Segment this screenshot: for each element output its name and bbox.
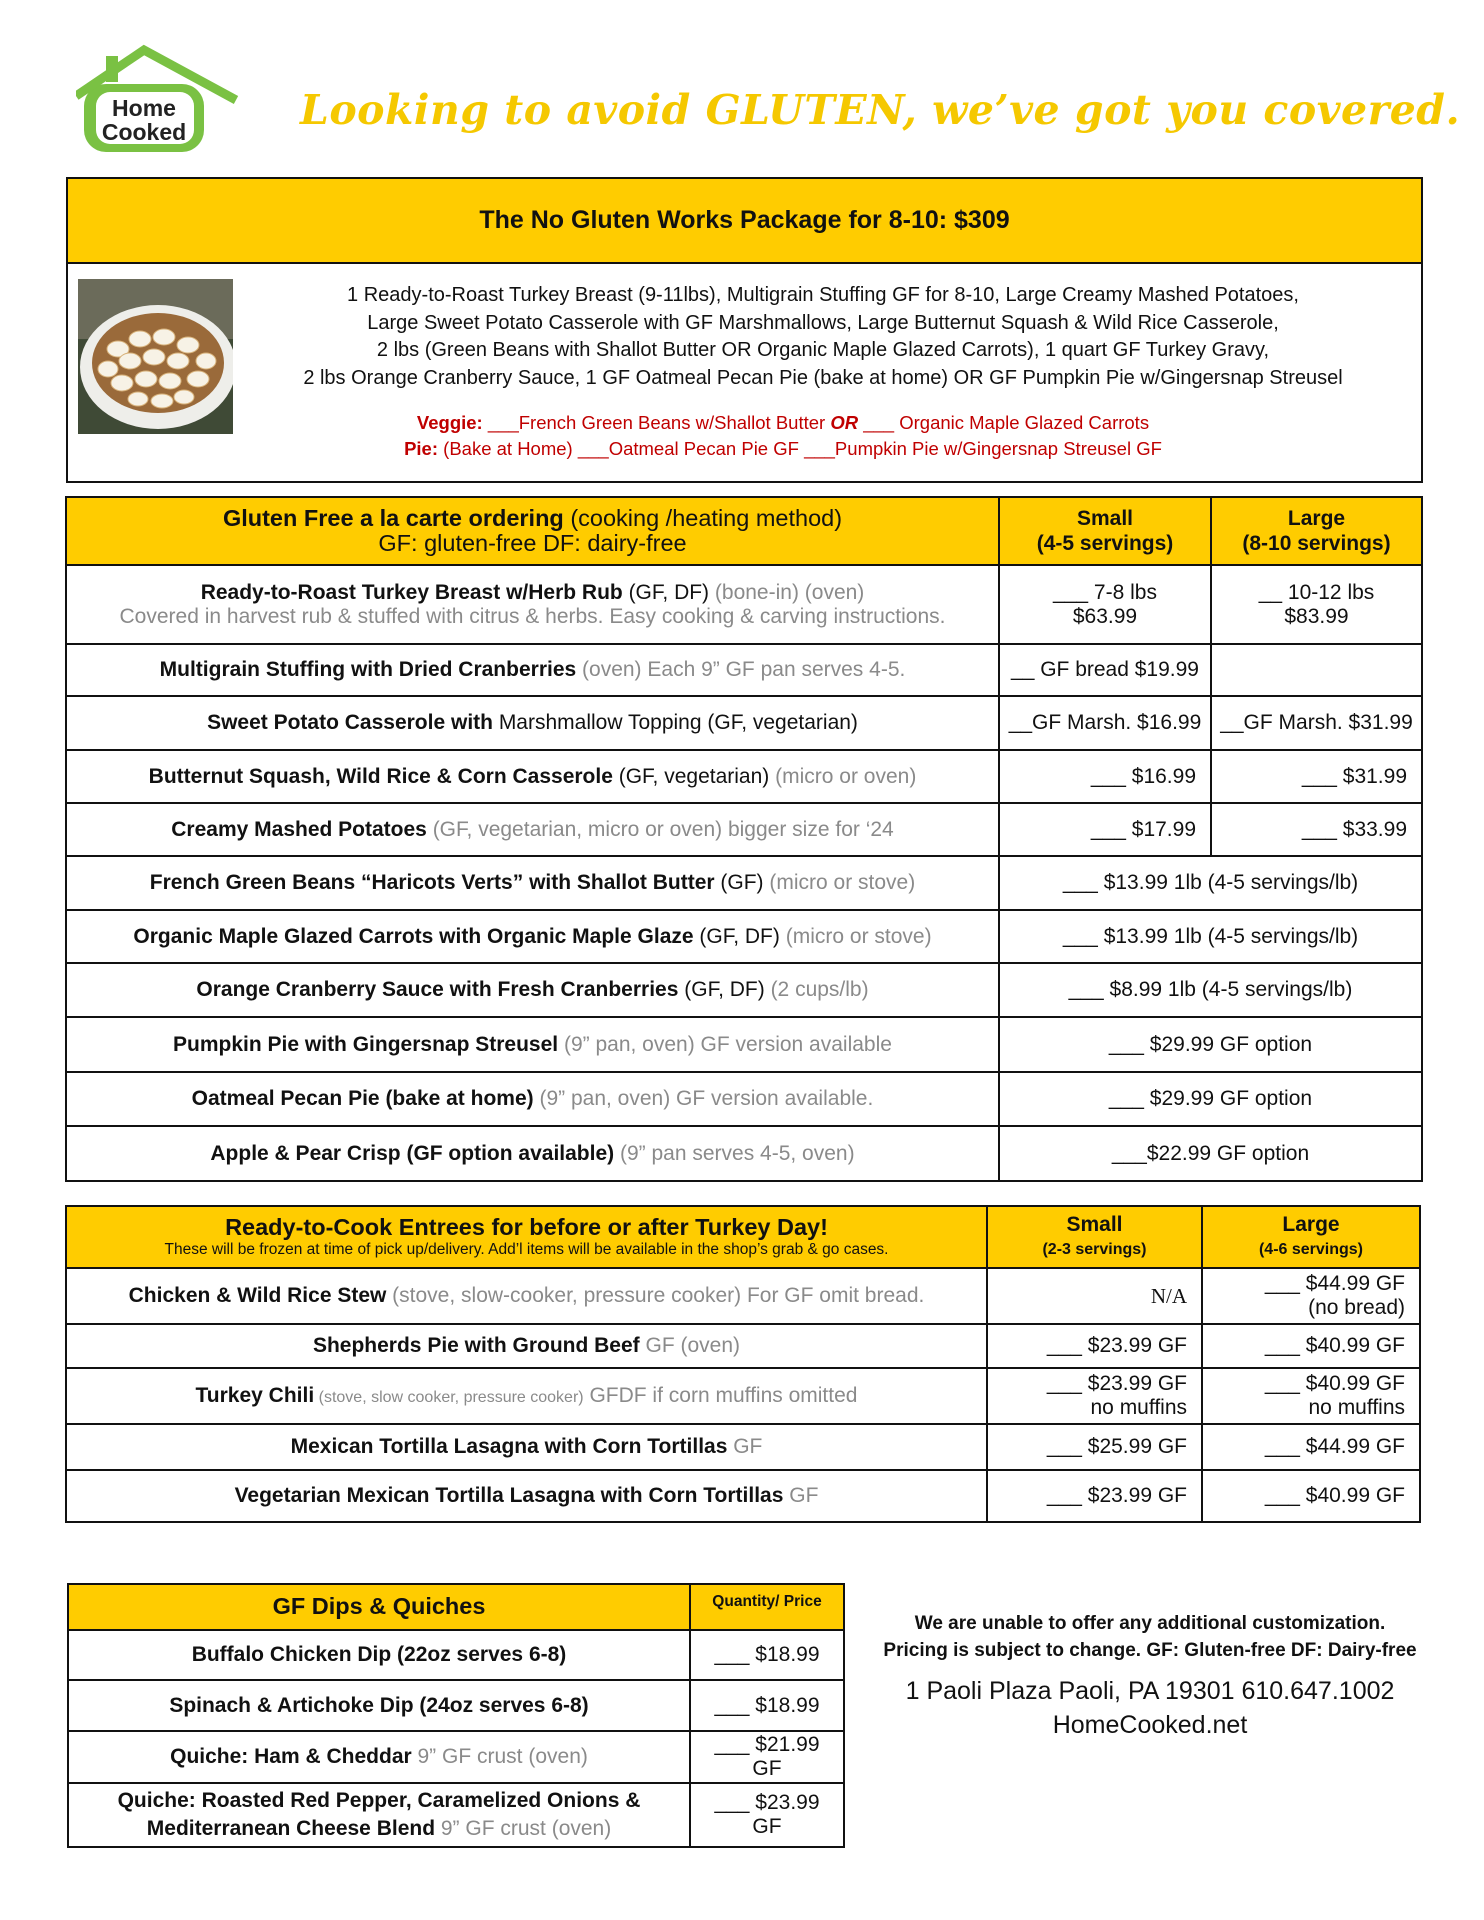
item-method: (micro or stove) bbox=[763, 871, 916, 894]
package-description bbox=[228, 282, 1418, 392]
item-method: (GF, vegetarian, micro or oven) bigger size for ‘24 bbox=[426, 817, 894, 841]
package-options bbox=[228, 410, 1338, 462]
item-method: (9” pan serves 4-5, oven) bbox=[614, 1141, 855, 1165]
price-value: $63.99 bbox=[1072, 604, 1138, 628]
item-mashed bbox=[66, 803, 999, 856]
item-tags: Marshmallow Topping (GF, vegetarian) bbox=[492, 711, 858, 734]
large-header-label: Large bbox=[1282, 1213, 1340, 1236]
price-large[interactable]: ___ $40.99 GF bbox=[1202, 1324, 1420, 1368]
item-method: (9” pan, oven) GF version available bbox=[558, 1032, 892, 1056]
price-small[interactable]: ___ $23.99 GF bbox=[987, 1324, 1202, 1368]
table-row bbox=[66, 856, 1422, 910]
small-header bbox=[999, 497, 1211, 565]
small-header-label: Small bbox=[1076, 507, 1134, 530]
item-name: French Green Beans “Haricots Verts” with Shallot Butter bbox=[149, 871, 715, 894]
dips-title-cell bbox=[68, 1584, 690, 1630]
table-row bbox=[66, 644, 1422, 696]
price-small[interactable]: __ GF bread $19.99 bbox=[999, 644, 1211, 696]
item-name: Quiche: Ham & Cheddar bbox=[170, 1745, 412, 1768]
price-combined[interactable]: ___$22.99 GF option bbox=[999, 1126, 1422, 1181]
small-header-servings: (4-5 servings) bbox=[1036, 532, 1174, 555]
price-combined[interactable]: ___ $8.99 1lb (4-5 servings/lb) bbox=[999, 963, 1422, 1017]
price-qty[interactable]: ___ $18.99 bbox=[690, 1680, 844, 1731]
table-row bbox=[66, 1324, 1420, 1368]
pie-options[interactable]: (Bake at Home) ___Oatmeal Pecan Pie GF ___Pumpkin Pie w/Gingersnap Streusel GF bbox=[443, 438, 1162, 459]
small-header-servings: (2-3 servings) bbox=[1042, 1241, 1147, 1258]
tagline: Looking to avoid GLUTEN, we’ve got you covered. bbox=[300, 86, 1461, 134]
table-row bbox=[66, 910, 1422, 963]
footer-website[interactable]: HomeCooked.net bbox=[1052, 1711, 1248, 1739]
item-squash bbox=[66, 750, 999, 803]
price-large[interactable]: ___ $40.99 GF bbox=[1202, 1470, 1420, 1522]
pie-option-line bbox=[228, 436, 1338, 462]
item-tags: (GF, DF) bbox=[678, 978, 765, 1001]
footer-note-1: We are unable to offer any additional customization. bbox=[914, 1613, 1386, 1634]
item-carrots bbox=[66, 910, 999, 963]
item-method: (micro or stove) bbox=[779, 924, 932, 948]
small-header-label: Small bbox=[1066, 1213, 1123, 1236]
veggie-or: OR bbox=[830, 412, 859, 433]
item-cranberry bbox=[66, 963, 999, 1017]
table-row bbox=[66, 750, 1422, 803]
item-name: Chicken & Wild Rice Stew bbox=[128, 1284, 387, 1307]
item-quiche-ham bbox=[68, 1731, 690, 1783]
price-small[interactable]: ___ $17.99 bbox=[999, 803, 1211, 856]
item-method: (oven) Each 9” GF pan serves 4-5. bbox=[576, 658, 906, 681]
item-name: Creamy Mashed Potatoes bbox=[171, 817, 427, 841]
item-tags: GF bbox=[727, 1435, 763, 1458]
price-large[interactable]: __GF Marsh. $31.99 bbox=[1211, 696, 1422, 750]
package-title: The No Gluten Works Package for 8-10: $309 bbox=[68, 179, 1421, 264]
price-small[interactable]: ___ $23.99 GF bbox=[987, 1470, 1202, 1522]
table-row bbox=[66, 1424, 1420, 1470]
item-method: (2 cups/lb) bbox=[764, 978, 869, 1001]
dips-title: GF Dips & Quiches bbox=[272, 1593, 486, 1619]
item-mexican-lasagna bbox=[66, 1424, 987, 1470]
item-name: Turkey Chili bbox=[195, 1384, 315, 1407]
footer-note-2: Pricing is subject to change. GF: Gluten-free DF: Dairy-free bbox=[883, 1640, 1417, 1661]
price-value: ___ $23.99 GF bbox=[1046, 1372, 1187, 1395]
item-name: Pumpkin Pie with Gingersnap Streusel bbox=[173, 1032, 559, 1056]
entrees-title: Ready-to-Cook Entrees for before or after Turkey Day! bbox=[225, 1213, 828, 1240]
veggie-option-green-beans[interactable]: ___French Green Beans w/Shallot Butter bbox=[487, 412, 826, 433]
item-sweet-potato bbox=[66, 696, 999, 750]
footer bbox=[860, 1610, 1440, 1742]
item-quiche-pepper bbox=[68, 1783, 690, 1847]
price-large[interactable]: ___ $33.99 bbox=[1211, 803, 1422, 856]
item-tags: (GF, DF) bbox=[693, 924, 780, 948]
table-row bbox=[66, 1368, 1420, 1424]
item-name: Quiche: Roasted Red Pepper, Caramelized Onions & bbox=[117, 1789, 641, 1812]
house-logo-icon bbox=[76, 44, 241, 156]
alacarte-table bbox=[65, 496, 1423, 1182]
item-tags: (GF) bbox=[714, 871, 764, 894]
large-header bbox=[1202, 1206, 1420, 1268]
item-name: Organic Maple Glazed Carrots with Organic Maple Glaze bbox=[133, 924, 694, 948]
item-name: Buffalo Chicken Dip (22oz serves 6-8) bbox=[191, 1643, 567, 1666]
logo-line1: Home bbox=[112, 95, 176, 121]
package-desc-line: 1 Ready-to-Roast Turkey Breast (9-11lbs), Multigrain Stuffing GF for 8-10, Large Creamy Mashed Potatoes, bbox=[347, 284, 1299, 306]
price-small: N/A bbox=[987, 1268, 1202, 1324]
item-turkey-chili bbox=[66, 1368, 987, 1424]
item-name-cont: Mediterranean Cheese Blend bbox=[146, 1817, 436, 1840]
entrees-table bbox=[65, 1205, 1421, 1523]
item-method: 9” GF crust (oven) bbox=[411, 1745, 588, 1768]
veggie-label: Veggie: bbox=[416, 412, 483, 433]
package-desc-line: 2 lbs Orange Cranberry Sauce, 1 GF Oatmeal Pecan Pie (bake at home) OR GF Pumpkin Pie w/Gingersnap Streusel bbox=[303, 366, 1343, 389]
item-name: Ready-to-Roast Turkey Breast w/Herb Rub bbox=[200, 580, 623, 604]
item-method: (bone-in) (oven) bbox=[709, 580, 865, 604]
price-small[interactable]: ___ $16.99 bbox=[999, 750, 1211, 803]
item-name: Oatmeal Pecan Pie (bake at home) bbox=[191, 1087, 534, 1110]
price-combined[interactable]: ___ $29.99 GF option bbox=[999, 1072, 1422, 1126]
table-row bbox=[66, 1470, 1420, 1522]
item-chicken-stew bbox=[66, 1268, 987, 1324]
price-combined[interactable]: ___ $29.99 GF option bbox=[999, 1017, 1422, 1072]
item-method: 9” GF crust (oven) bbox=[435, 1817, 612, 1840]
item-note: GFDF if corn muffins omitted bbox=[583, 1384, 858, 1407]
price-size: ___ 7-8 lbs bbox=[1053, 580, 1157, 604]
item-turkey bbox=[66, 565, 999, 644]
alacarte-subtitle: GF: gluten-free DF: dairy-free bbox=[378, 530, 687, 556]
package-desc-line: Large Sweet Potato Casserole with GF Marshmallows, Large Butternut Squash & Wild Rice Casserole, bbox=[367, 311, 1279, 334]
price-small[interactable] bbox=[987, 1368, 1202, 1424]
item-veg-lasagna bbox=[66, 1470, 987, 1522]
item-method: GF (oven) bbox=[639, 1334, 741, 1357]
item-crisp bbox=[66, 1126, 999, 1181]
item-description: Covered in harvest rub & stuffed with citrus & herbs. Easy cooking & carving instructions. bbox=[119, 604, 946, 628]
table-header-row bbox=[66, 1206, 1420, 1268]
alacarte-title-cell bbox=[66, 497, 999, 565]
table-row bbox=[66, 1268, 1420, 1324]
item-pecan-pie bbox=[66, 1072, 999, 1126]
item-name: Butternut Squash, Wild Rice & Corn Casserole bbox=[148, 764, 613, 788]
entrees-subtitle: These will be frozen at time of pick up/delivery. Add’l items will be available in the shop’s grab & go cases. bbox=[164, 1240, 889, 1258]
table-row bbox=[66, 696, 1422, 750]
price-value: ___ $40.99 GF bbox=[1264, 1372, 1405, 1395]
item-pumpkin-pie bbox=[66, 1017, 999, 1072]
price-qty[interactable]: ___ $21.99 GF bbox=[690, 1731, 844, 1783]
item-name: Spinach & Artichoke Dip (24oz serves 6-8) bbox=[169, 1693, 589, 1717]
large-header-label: Large bbox=[1287, 507, 1346, 530]
entrees-title-cell bbox=[66, 1206, 987, 1268]
alacarte-title: Gluten Free a la carte ordering bbox=[222, 505, 564, 531]
table-header-row bbox=[66, 497, 1422, 565]
large-header-servings: (4-6 servings) bbox=[1258, 1241, 1364, 1258]
item-name: Mexican Tortilla Lasagna with Corn Tortillas bbox=[290, 1435, 728, 1458]
price-combined[interactable]: ___ $13.99 1lb (4-5 servings/lb) bbox=[999, 910, 1422, 963]
item-tags: GF bbox=[783, 1484, 819, 1507]
table-row bbox=[68, 1731, 844, 1783]
price-size: __ 10-12 lbs bbox=[1258, 580, 1375, 604]
item-green-beans bbox=[66, 856, 999, 910]
price-large[interactable] bbox=[1211, 565, 1422, 644]
item-shepherds-pie bbox=[66, 1324, 987, 1368]
price-value: $83.99 bbox=[1284, 604, 1349, 628]
price-large[interactable] bbox=[1202, 1268, 1420, 1324]
table-row bbox=[66, 1072, 1422, 1126]
package-box bbox=[66, 177, 1423, 483]
large-header bbox=[1211, 497, 1422, 565]
price-large bbox=[1211, 644, 1422, 696]
price-small[interactable]: ___ $25.99 GF bbox=[987, 1424, 1202, 1470]
alacarte-title-method: (cooking /heating method) bbox=[570, 505, 843, 531]
footer-address: 1 Paoli Plaza Paoli, PA 19301 610.647.1002 bbox=[905, 1677, 1395, 1705]
small-header bbox=[987, 1206, 1202, 1268]
item-method: (9” pan, oven) GF version available. bbox=[533, 1087, 874, 1110]
price-qty[interactable]: ___ $23.99 GF bbox=[690, 1783, 844, 1847]
table-row bbox=[66, 1126, 1422, 1181]
sweet-potato-casserole-photo bbox=[78, 279, 233, 434]
home-cooked-logo bbox=[76, 44, 241, 156]
item-method: (stove, slow cooker, pressure cooker) bbox=[314, 1389, 584, 1406]
item-buffalo-dip bbox=[68, 1630, 690, 1680]
package-desc-line: 2 lbs (Green Beans with Shallot Butter OR Organic Maple Glazed Carrots), 1 quart GF Turkey Gravy, bbox=[376, 339, 1270, 361]
table-row bbox=[68, 1783, 844, 1847]
price-small[interactable] bbox=[999, 565, 1211, 644]
item-method: (stove, slow-cooker, pressure cooker) For GF omit bread. bbox=[386, 1284, 925, 1307]
price-large[interactable]: ___ $31.99 bbox=[1211, 750, 1422, 803]
price-note: (no bread) bbox=[1308, 1296, 1405, 1319]
item-name: Orange Cranberry Sauce with Fresh Cranberries bbox=[196, 978, 679, 1001]
item-name: Vegetarian Mexican Tortilla Lasagna with Corn Tortillas bbox=[234, 1484, 784, 1507]
large-header-servings: (8-10 servings) bbox=[1242, 532, 1391, 555]
table-row bbox=[66, 963, 1422, 1017]
price-small[interactable]: __GF Marsh. $16.99 bbox=[999, 696, 1211, 750]
item-method: (micro or oven) bbox=[769, 764, 917, 788]
qty-header: Quantity/ Price bbox=[690, 1584, 844, 1630]
price-note: no muffins bbox=[1308, 1396, 1405, 1419]
price-large[interactable]: ___ $44.99 GF bbox=[1202, 1424, 1420, 1470]
item-name: Shepherds Pie with Ground Beef bbox=[312, 1334, 640, 1357]
item-name: Apple & Pear Crisp (GF option available) bbox=[210, 1141, 615, 1165]
table-row bbox=[66, 803, 1422, 856]
item-name: Multigrain Stuffing with Dried Cranberries bbox=[159, 658, 577, 681]
table-header-row bbox=[68, 1584, 844, 1630]
item-tags: (GF, DF) bbox=[622, 580, 710, 604]
table-row bbox=[68, 1680, 844, 1731]
price-qty[interactable]: ___ $18.99 bbox=[690, 1630, 844, 1680]
veggie-option-line bbox=[228, 410, 1338, 436]
price-combined[interactable]: ___ $13.99 1lb (4-5 servings/lb) bbox=[999, 856, 1422, 910]
item-name: Sweet Potato Casserole with bbox=[207, 711, 493, 734]
logo-line2: Cooked bbox=[101, 119, 187, 145]
veggie-option-carrots[interactable]: ___ Organic Maple Glazed Carrots bbox=[863, 412, 1150, 433]
dips-table bbox=[67, 1583, 845, 1848]
price-note: no muffins bbox=[1090, 1396, 1187, 1419]
table-row bbox=[66, 1017, 1422, 1072]
price-value: ___ $44.99 GF bbox=[1264, 1272, 1405, 1295]
table-row bbox=[68, 1630, 844, 1680]
item-tags: (GF, vegetarian) bbox=[612, 764, 770, 788]
pie-label: Pie: bbox=[404, 438, 439, 459]
item-spinach-dip bbox=[68, 1680, 690, 1731]
price-large[interactable] bbox=[1202, 1368, 1420, 1424]
item-stuffing bbox=[66, 644, 999, 696]
table-row bbox=[66, 565, 1422, 644]
